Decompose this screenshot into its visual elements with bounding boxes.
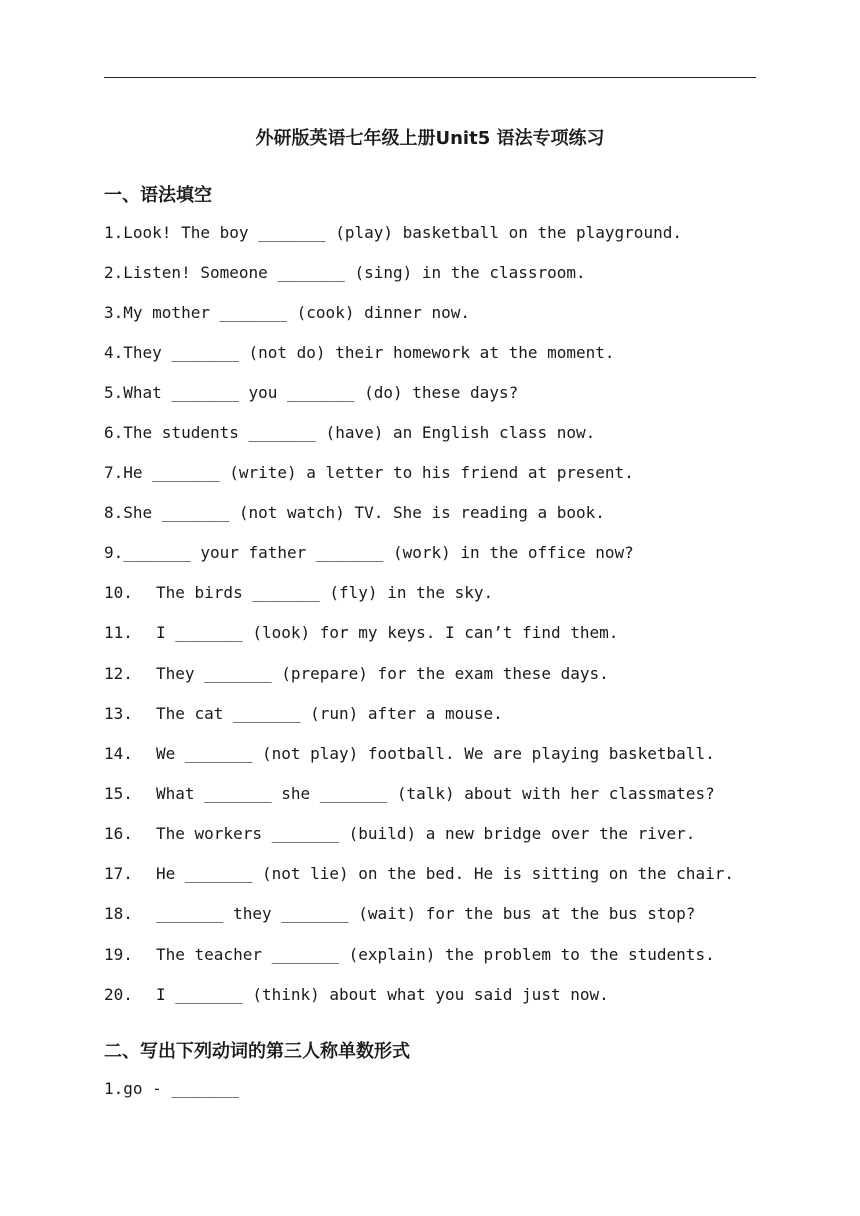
question-item <box>104 1077 239 1101</box>
question-item <box>104 822 695 846</box>
question-number: 5. <box>104 383 124 402</box>
question-text: Listen! Someone _______ (sing) in the classroom. <box>123 263 586 282</box>
question-text: What _______ you _______ (do) these days? <box>123 383 519 402</box>
question-item <box>104 662 609 686</box>
question-item <box>104 943 715 967</box>
question-text: I _______ (look) for my keys. I can’t find them. <box>156 623 619 642</box>
question-text: go - _______ <box>123 1079 239 1098</box>
question-number: 7. <box>104 463 124 482</box>
question-text: My mother _______ (cook) dinner now. <box>123 303 471 322</box>
question-text: The workers _______ (build) a new bridge over the river. <box>156 824 696 843</box>
question-number: 16. <box>104 824 133 843</box>
question-item <box>104 381 518 405</box>
question-text: They _______ (not do) their homework at the moment. <box>123 343 615 362</box>
question-number: 13. <box>104 704 133 723</box>
question-item <box>104 421 595 445</box>
question-text: I _______ (think) about what you said just now. <box>156 985 609 1004</box>
question-item <box>104 301 470 325</box>
question-item <box>104 581 493 605</box>
question-text: What _______ she _______ (talk) about with her classmates? <box>156 784 715 803</box>
question-number: 3. <box>104 303 124 322</box>
question-number: 2. <box>104 263 124 282</box>
page-title: 外研版英语七年级上册Unit5 语法专项练习 <box>255 128 605 149</box>
question-text: She _______ (not watch) TV. She is reading a book. <box>123 503 605 522</box>
question-item <box>104 742 715 766</box>
question-item <box>104 461 634 485</box>
question-number: 14. <box>104 744 133 763</box>
header-rule <box>104 77 756 78</box>
question-item <box>104 221 682 245</box>
question-item <box>104 501 605 525</box>
question-item <box>104 702 503 726</box>
question-text: He _______ (not lie) on the bed. He is sitting on the chair. <box>156 864 734 883</box>
question-text: The teacher _______ (explain) the problem to the students. <box>156 945 715 964</box>
question-number: 20. <box>104 985 133 1004</box>
question-item <box>104 983 609 1007</box>
question-text: We _______ (not play) football. We are playing basketball. <box>156 744 715 763</box>
question-number: 19. <box>104 945 133 964</box>
question-item <box>104 261 586 285</box>
question-text: _______ they _______ (wait) for the bus at the bus stop? <box>156 904 696 923</box>
question-item <box>104 621 618 645</box>
question-number: 11. <box>104 623 133 642</box>
section-heading-third-person: 二、写出下列动词的第三人称单数形式 <box>104 1041 410 1062</box>
question-number: 10. <box>104 583 133 602</box>
question-item <box>104 341 615 365</box>
question-number: 12. <box>104 664 133 683</box>
question-number: 15. <box>104 784 133 803</box>
question-text: _______ your father _______ (work) in the office now? <box>123 543 634 562</box>
question-item <box>104 862 734 886</box>
question-item <box>104 782 715 806</box>
question-number: 9. <box>104 543 124 562</box>
question-number: 18. <box>104 904 133 923</box>
question-number: 1. <box>104 1079 124 1098</box>
question-number: 1. <box>104 223 124 242</box>
question-number: 17. <box>104 864 133 883</box>
question-item <box>104 902 695 926</box>
section-heading-grammar-fill: 一、语法填空 <box>104 185 212 206</box>
question-text: They _______ (prepare) for the exam these days. <box>156 664 609 683</box>
question-text: The students _______ (have) an English class now. <box>123 423 596 442</box>
question-number: 6. <box>104 423 124 442</box>
question-number: 4. <box>104 343 124 362</box>
question-number: 8. <box>104 503 124 522</box>
question-text: Look! The boy _______ (play) basketball on the playground. <box>123 223 682 242</box>
question-item <box>104 541 634 565</box>
question-text: He _______ (write) a letter to his friend at present. <box>123 463 634 482</box>
question-text: The birds _______ (fly) in the sky. <box>156 583 494 602</box>
question-text: The cat _______ (run) after a mouse. <box>156 704 503 723</box>
